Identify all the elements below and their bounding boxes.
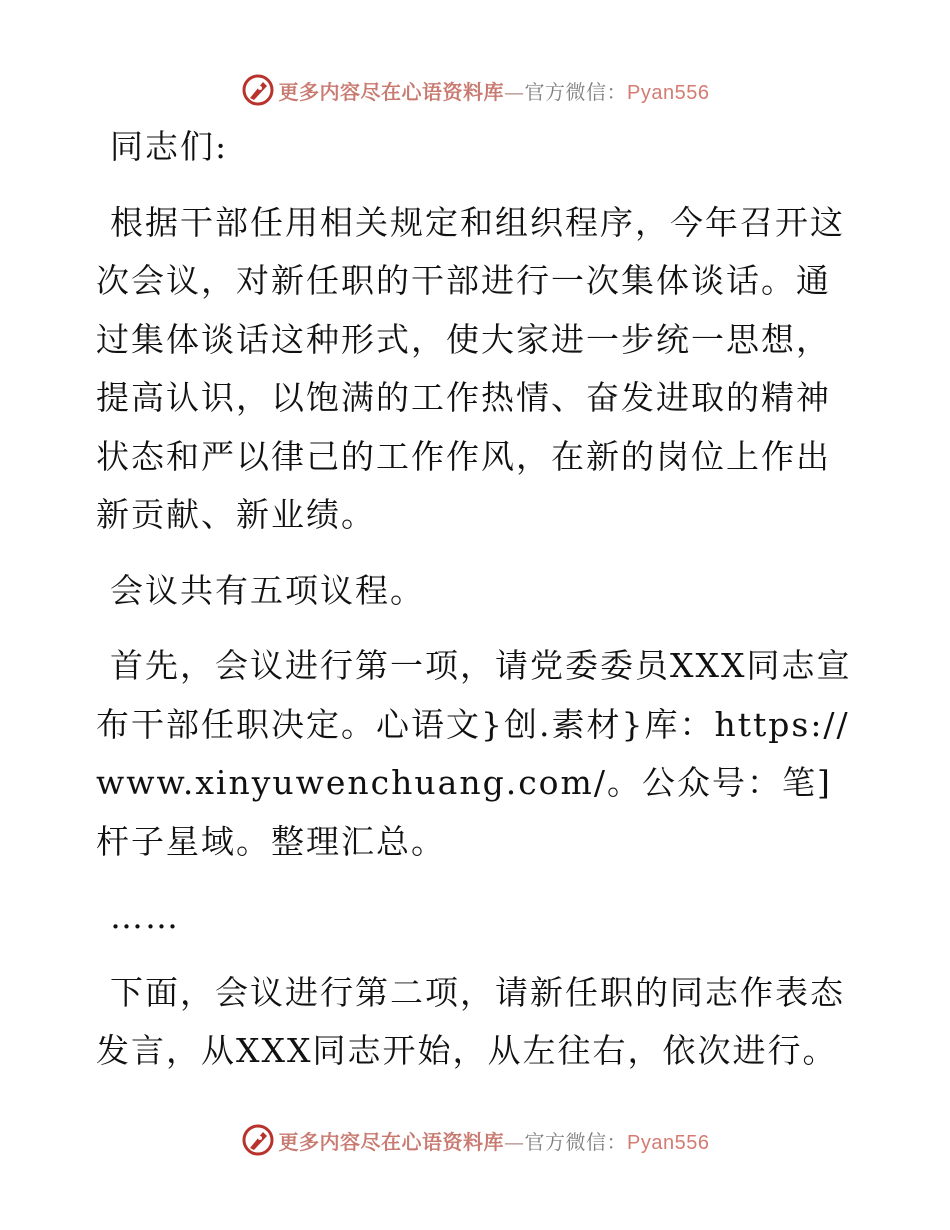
header-banner-main: 更多内容尽在心语资料库 [278,79,505,104]
pen-nib-logo-icon [241,73,275,107]
paragraph-4: …… [110,897,180,936]
footer-banner-main: 更多内容尽在心语资料库 [278,1129,505,1154]
paragraph-1: 根据干部任用相关规定和组织程序，今年召开这次会议，对新任职的干部进行一次集体谈话。通过集体谈话这种形式，使大家进一步统一思想，提高认识，以饱满的工作热情、奋发进取的精神状态和严以律己的工作作风，在新的岗位上作出新贡献、新业绩。 [96,202,845,534]
greeting: 同志们: [110,127,229,166]
footer-banner-text [279,1126,710,1155]
footer-banner-id: Pyan556 [627,1131,710,1154]
footer-banner-dash: — [504,1129,525,1154]
paragraph-5: 下面，会议进行第二项，请新任职的同志作表态发言，从XXX同志开始，从左往右，依次进行。 [96,972,845,1070]
paragraph-3: 首先，会议进行第一项，请党委委员XXX同志宣布干部任职决定。心语文}创.素材}库：https://www.xinyuwenchuang.com/。公众号：笔]杆子星域。整理汇总。 [96,646,852,861]
document-body [96,118,856,1081]
pen-nib-logo-icon [241,1123,275,1157]
header-banner-id: Pyan556 [627,81,710,104]
paragraph-2: 会议共有五项议程。 [110,570,425,610]
header-banner-dash: — [504,79,525,104]
footer-banner [0,1120,950,1160]
footer-banner-wechat: 官方微信： [524,1129,628,1154]
header-banner-wechat: 官方微信： [524,79,628,104]
header-banner [0,70,950,110]
header-banner-text [279,76,710,105]
